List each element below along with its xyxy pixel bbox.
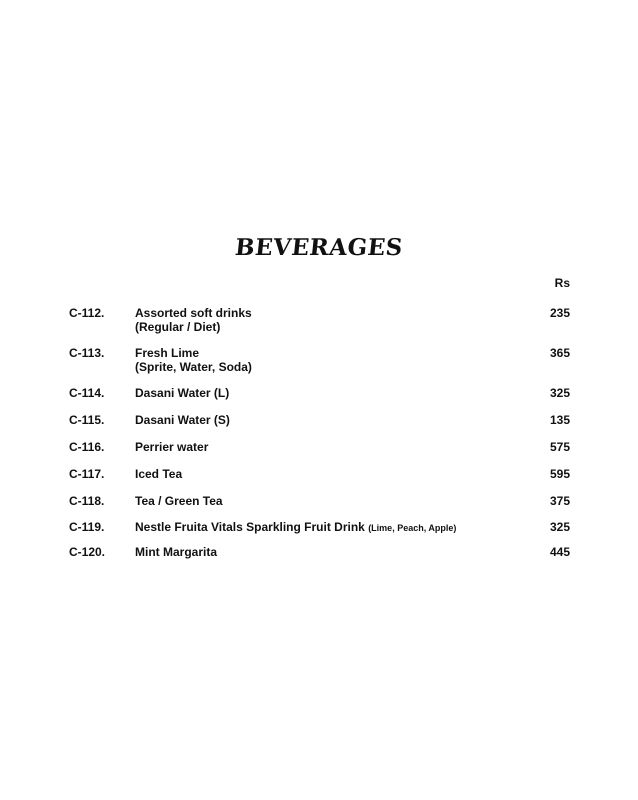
item-code: C-118. bbox=[69, 494, 105, 508]
item-name: Dasani Water (L) bbox=[135, 386, 230, 400]
item-name bbox=[135, 520, 456, 535]
item-note: (Lime, Peach, Apple) bbox=[368, 523, 457, 533]
item-name bbox=[135, 306, 252, 334]
item-code: C-119. bbox=[69, 520, 105, 534]
currency-header: Rs bbox=[554, 276, 570, 290]
item-price: 445 bbox=[549, 545, 570, 559]
item-code: C-120. bbox=[69, 545, 106, 559]
item-price: 375 bbox=[549, 494, 570, 508]
item-code: C-116. bbox=[69, 440, 105, 454]
item-code: C-115. bbox=[69, 413, 105, 427]
item-name: Perrier water bbox=[135, 440, 209, 454]
item-price: 575 bbox=[549, 440, 570, 454]
item-price: 595 bbox=[549, 467, 570, 481]
item-name bbox=[135, 346, 252, 374]
item-price: 365 bbox=[549, 346, 570, 360]
item-price: 135 bbox=[549, 413, 570, 427]
item-name-text: Nestle Fruita Vitals Sparkling Fruit Drink bbox=[135, 520, 365, 534]
item-name: Dasani Water (S) bbox=[135, 413, 230, 427]
item-code: C-117. bbox=[69, 467, 105, 481]
item-name-text: Fresh Lime bbox=[135, 346, 200, 360]
item-name-text: Assorted soft drinks bbox=[135, 306, 252, 320]
item-price: 325 bbox=[549, 520, 570, 534]
item-code: C-113. bbox=[69, 346, 105, 360]
item-price: 325 bbox=[549, 386, 570, 400]
item-name: Iced Tea bbox=[135, 467, 183, 481]
item-subtext: (Regular / Diet) bbox=[135, 320, 221, 334]
menu-title: BEVERAGES bbox=[233, 234, 405, 261]
item-subtext: (Sprite, Water, Soda) bbox=[135, 360, 252, 374]
item-code: C-114. bbox=[69, 386, 105, 400]
item-price: 235 bbox=[549, 306, 570, 320]
item-code: C-112. bbox=[69, 306, 105, 320]
item-name: Tea / Green Tea bbox=[135, 494, 223, 508]
item-name: Mint Margarita bbox=[135, 545, 218, 559]
